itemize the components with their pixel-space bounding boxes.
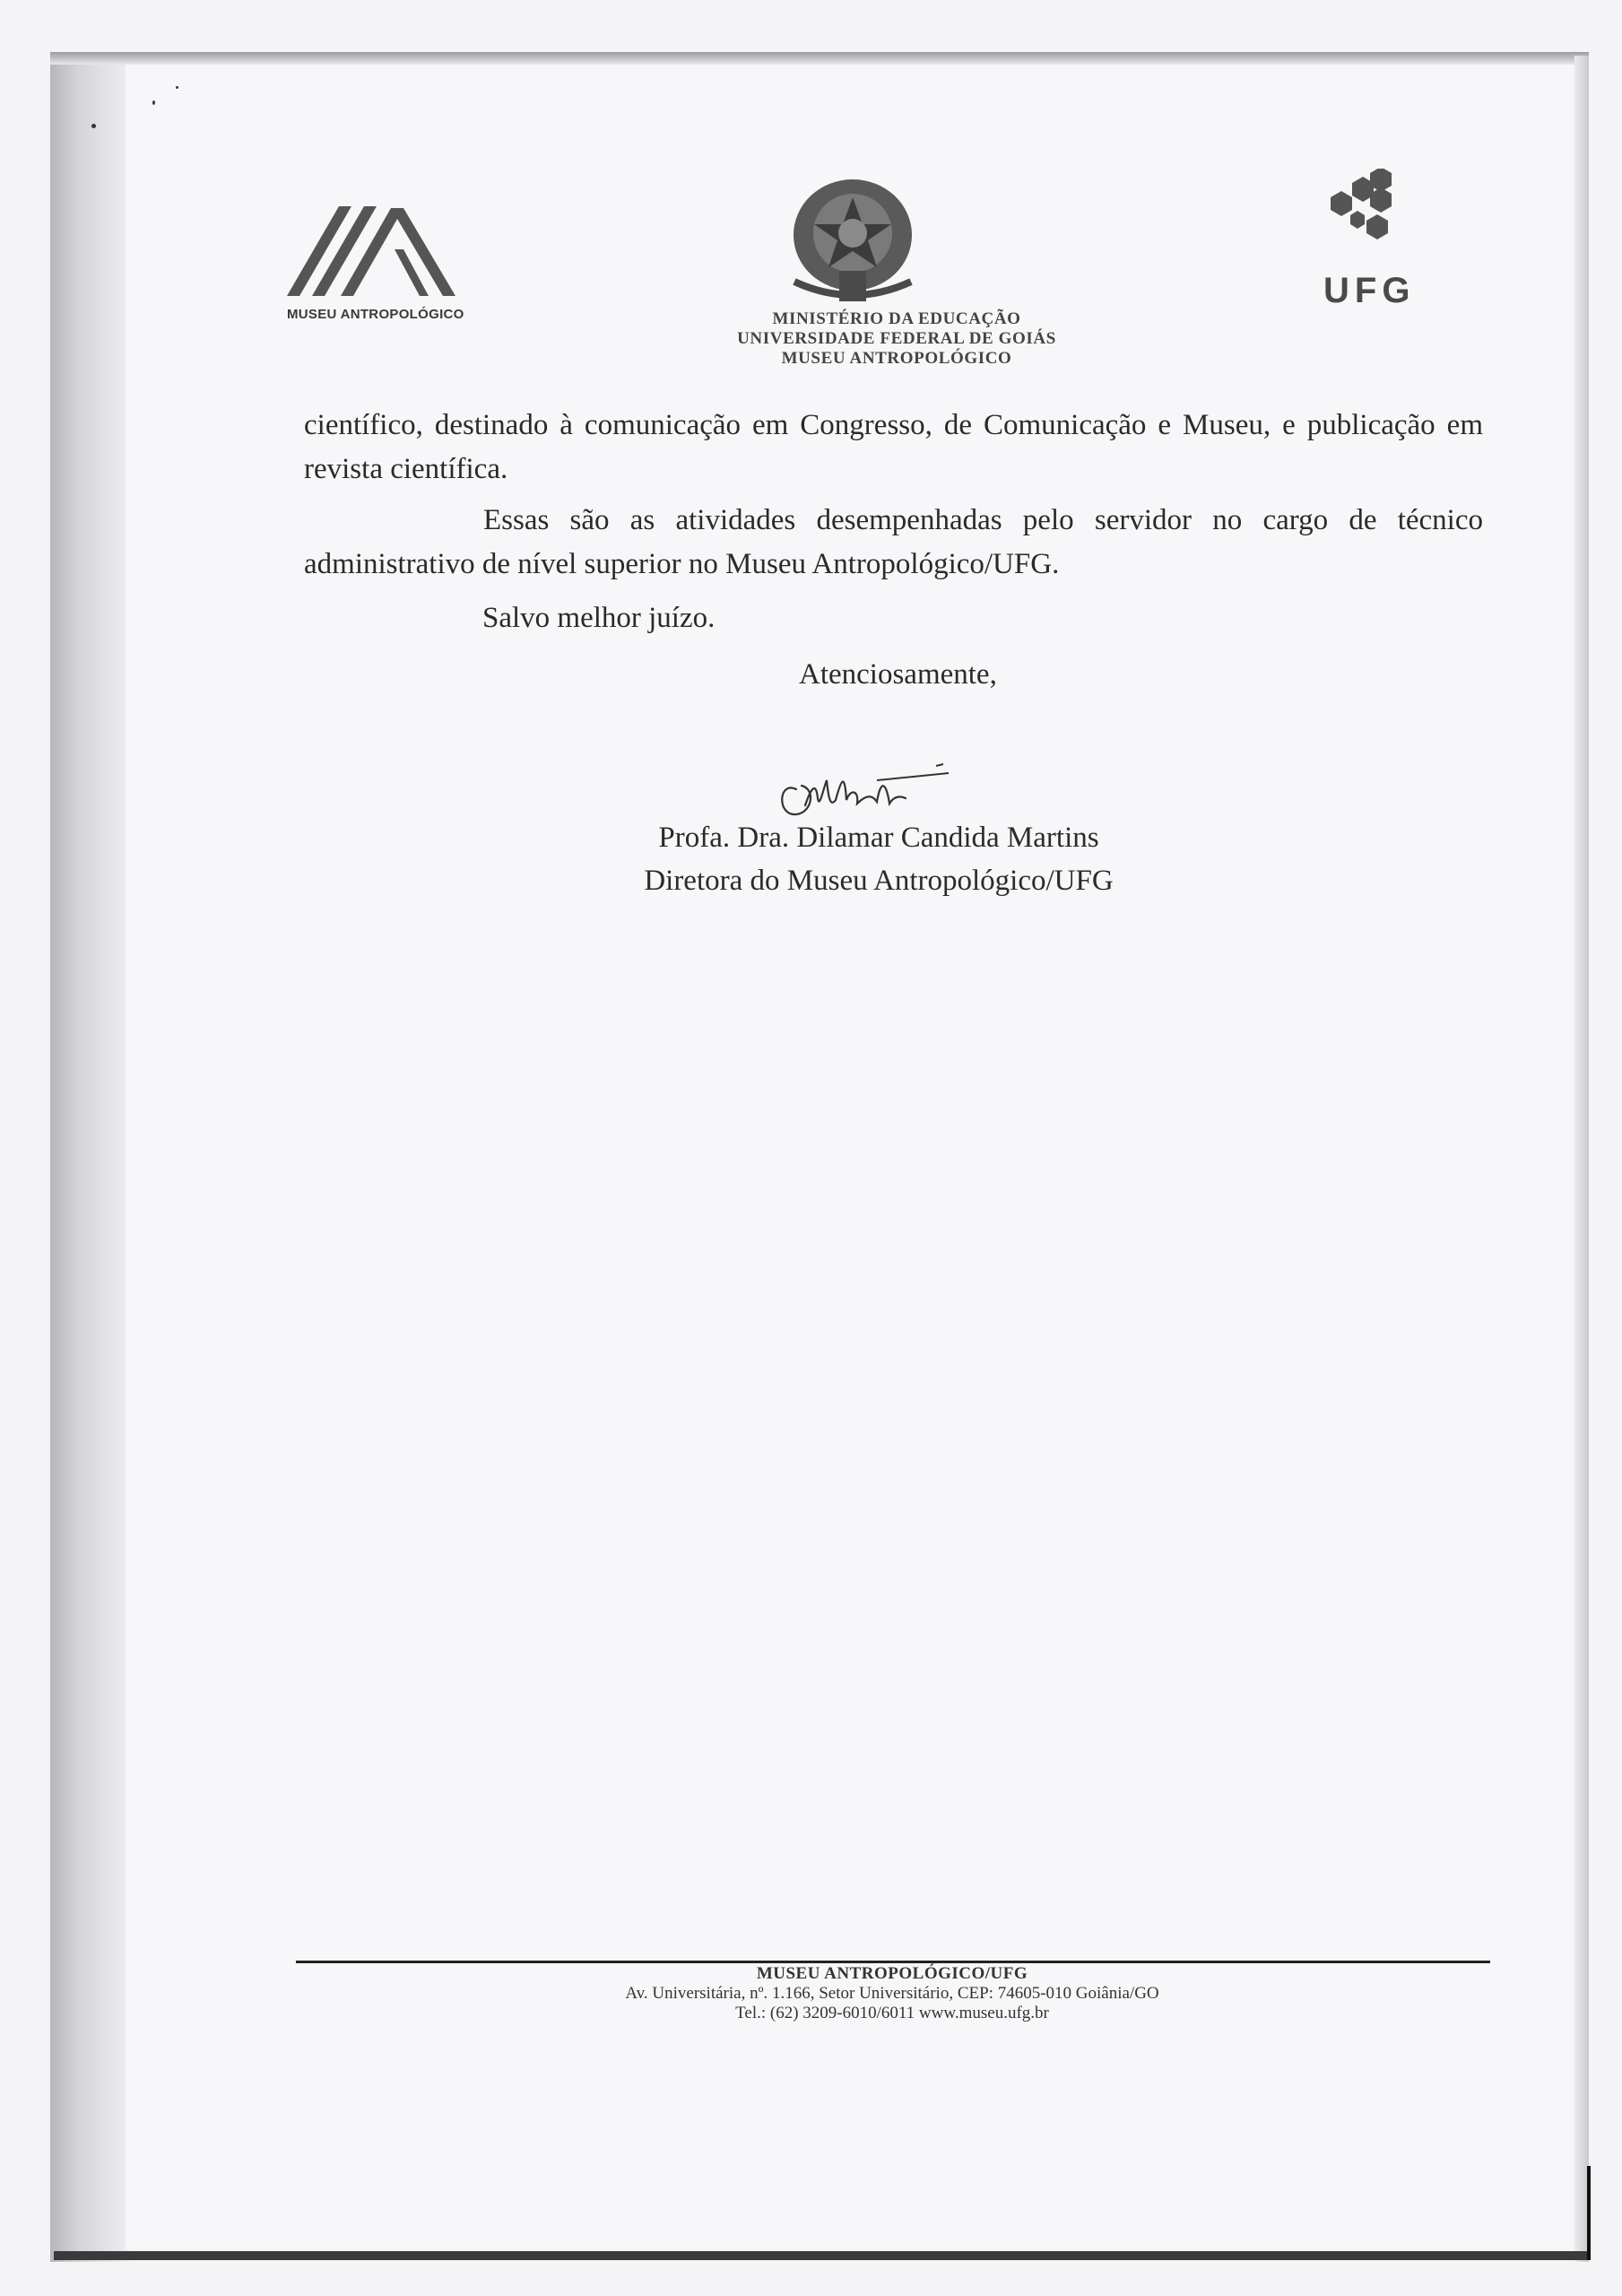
letterhead-line: MUSEU ANTROPOLÓGICO [781,349,1012,368]
footer [502,1964,1282,2023]
museu-logo-caption: MUSEU ANTROPOLÓGICO [287,307,464,322]
document-page [126,65,1573,2249]
ufg-logo-caption: UFG [1323,271,1416,310]
footer-contact: Tel.: (62) 3209-6010/6011 www.museu.ufg.br [735,2004,1049,2022]
scan-speck [152,100,155,105]
footer-divider [296,1961,1490,1963]
footer-title: MUSEU ANTROPOLÓGICO/UFG [756,1964,1028,1983]
body-paragraph: Essas são as atividades desempenhadas pelo servidor no cargo de técnico administrativo de nível superior no Museu Antropológico/UFG. [304,504,1483,580]
scan-speck [176,86,178,89]
coat-of-arms-icon [785,174,920,309]
body-paragraph: científico, destinado à comunicação em Congresso, de Comunicação e Museu, e publicação em revista científica. [304,409,1483,485]
scan-mark [1587,2166,1591,2260]
letterhead-line: UNIVERSIDADE FEDERAL DE GOIÁS [737,329,1056,348]
signatory-name: Profa. Dra. Dilamar Candida Martins [658,822,1099,854]
scan-top-edge [50,52,1589,65]
signatory-role: Diretora do Museu Antropológico/UFG [644,865,1114,897]
ufg-hexagon-icon [1314,169,1413,254]
letterhead [628,309,1166,369]
closing-remark: Salvo melhor juízo. [482,602,716,634]
footer-address: Av. Universitária, nº. 1.166, Setor Universitário, CEP: 74605-010 Goiânia/GO [625,1984,1159,2003]
museu-antropologico-logo [287,206,457,323]
scan-bottom-edge [54,2251,1587,2260]
letterhead-line: MINISTÉRIO DA EDUCAÇÃO [772,309,1021,328]
scan-right-edge [1574,56,1589,2262]
closing-salutation: Atenciosamente, [799,658,997,691]
scan-speck [91,124,96,128]
scan-shadow [50,56,129,2262]
